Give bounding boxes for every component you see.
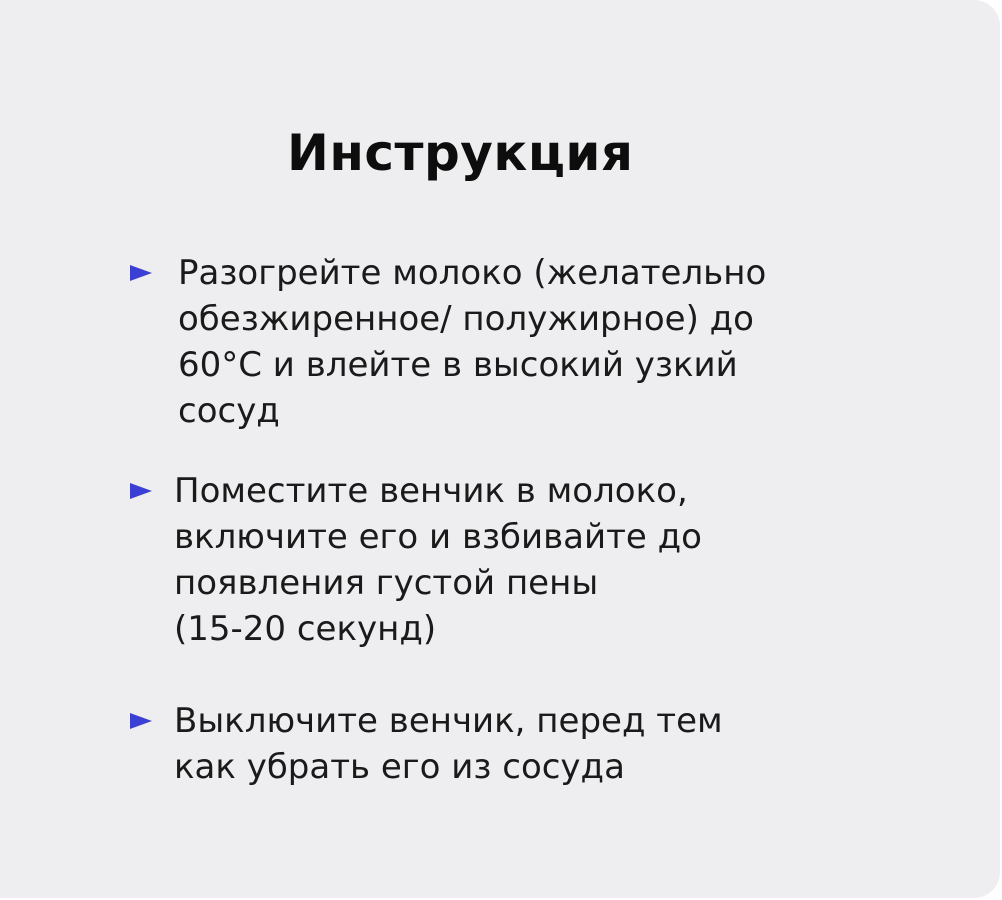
instruction-item [130, 250, 766, 434]
triangle-right-icon [130, 468, 156, 514]
instruction-line: сосуд [178, 391, 280, 431]
instruction-line: Выключите венчик, перед тем [174, 701, 723, 741]
instruction-item [130, 468, 702, 652]
page-title: Инструкция [287, 124, 634, 182]
triangle-right-icon [130, 698, 156, 744]
instruction-line: 60°С и влейте в высокий узкий [178, 345, 738, 385]
instruction-line: как убрать его из сосуда [174, 747, 625, 787]
instruction-line: (15-20 секунд) [174, 609, 437, 649]
instruction-line: Разогрейте молоко (желательно [178, 253, 767, 293]
instruction-line: включите его и взбивайте до [174, 517, 702, 557]
instruction-item [130, 698, 723, 790]
instruction-text [174, 698, 723, 790]
instruction-line: появления густой пены [174, 563, 599, 603]
triangle-right-icon [130, 250, 156, 296]
instruction-text [174, 468, 702, 652]
instruction-line: обезжиренное/ полужирное) до [178, 299, 754, 339]
instruction-line: Поместите венчик в молоко, [174, 471, 688, 511]
instruction-text [178, 250, 766, 434]
